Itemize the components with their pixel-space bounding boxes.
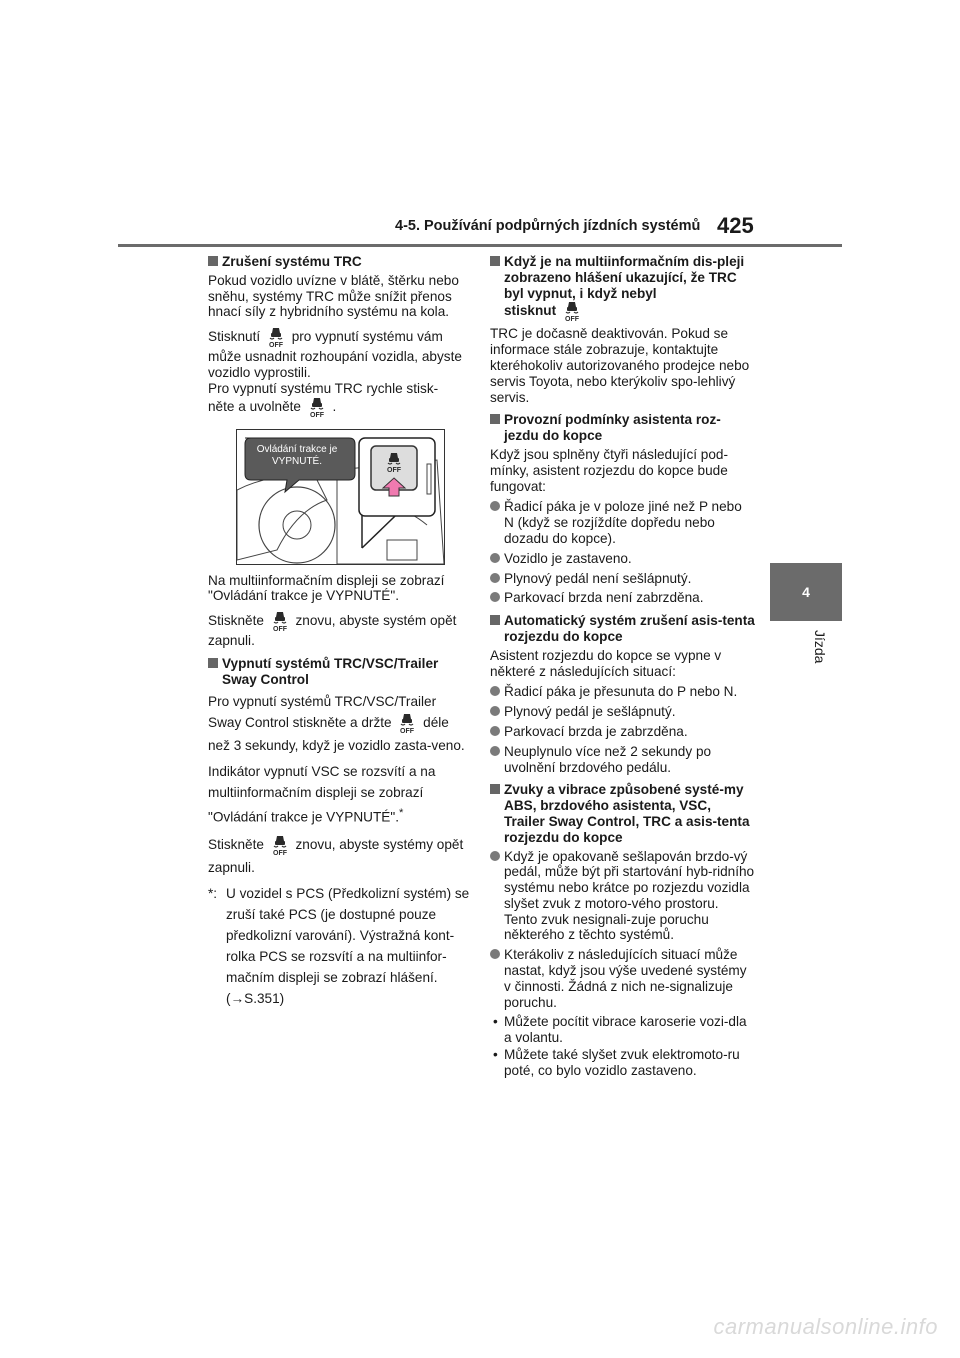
section-heading: Když je na multiinformačním dis-pleji zobrazeno hlášení ukazující, že TRC byl vypnut, i když nebyl stisknut bbox=[490, 254, 755, 323]
paragraph: Když jsou splněny čtyři následující pod-mínky, asistent rozjezdu do kopce bude fungovat: bbox=[490, 446, 729, 494]
list-item: Neuplynulo více než 2 sekundy po uvolnění brzdového pedálu. bbox=[490, 744, 755, 776]
watermark: carmanualsonline.info bbox=[713, 1314, 938, 1339]
round-bullet-icon bbox=[490, 949, 500, 959]
paragraph: TRC je dočasně deaktivován. Pokud se informace stále zobrazuje, kontaktujte kteréhokoliv autorizovaného prodejce nebo servis Toyota, nebo kterýkoliv spo-lehlivý servis. bbox=[490, 326, 750, 405]
chapter-label: Jízda bbox=[812, 630, 828, 664]
paragraph: Indikátor vypnutí VSC se rozsvítí a na multiinformačním displeji se zobrazí "Ovládání trakce je VYPNUTÉ".* bbox=[208, 763, 436, 825]
round-bullet-icon bbox=[490, 553, 500, 563]
trc-off-icon bbox=[307, 397, 327, 419]
round-bullet-icon bbox=[490, 501, 500, 511]
sub-list-item: • Můžete pocítit vibrace karoserie vozi-dla a volantu. bbox=[493, 1014, 747, 1046]
paragraph: Pro vypnutí systémů TRC/VSC/Trailer Sway Control stiskněte a držte déle než 3 sekundy, když je vozidlo zasta-veno. bbox=[208, 693, 465, 753]
round-bullet-icon bbox=[490, 851, 500, 861]
page-number: 425 bbox=[717, 213, 754, 238]
footnote: *: U vozidel s PCS (Předkolizní systém) se zruší také PCS (je dostupné pouze předkolizní varování). Výstražná kont-rolka PCS se rozsvítí a na multiinfor-mačním displeji se zobrazí hlášení. (→S.351) bbox=[208, 886, 470, 1007]
chapter-tab: 4 bbox=[770, 563, 842, 621]
round-bullet-icon bbox=[490, 746, 500, 756]
section-heading: Vypnutí systémů TRC/VSC/Trailer Sway Control bbox=[208, 656, 470, 688]
round-bullet-icon bbox=[490, 686, 500, 696]
list-item: Plynový pedál není sešlápnutý. bbox=[490, 571, 755, 587]
header-rule bbox=[118, 244, 842, 247]
round-bullet-icon bbox=[490, 592, 500, 602]
display-message: Ovládání trakce je VYPNUTÉ. bbox=[256, 443, 338, 467]
trc-off-icon bbox=[270, 835, 290, 857]
list-item: Parkovací brzda je zabrzděna. bbox=[490, 724, 755, 740]
header-title: 4-5. Používání podpůrných jízdních systémů bbox=[395, 218, 701, 234]
round-bullet-icon bbox=[490, 706, 500, 716]
square-bullet-icon bbox=[208, 658, 218, 668]
section-heading: Zrušení systému TRC bbox=[208, 254, 470, 270]
trc-off-icon bbox=[270, 611, 290, 633]
trc-off-icon bbox=[397, 713, 417, 735]
list-item: Plynový pedál je sešlápnutý. bbox=[490, 704, 755, 720]
square-bullet-icon bbox=[490, 256, 500, 266]
list-item: Vozidlo je zastaveno. bbox=[490, 551, 755, 567]
list-item: Parkovací brzda není zabrzděna. bbox=[490, 590, 755, 606]
square-bullet-icon bbox=[490, 784, 500, 794]
section-heading: Automatický systém zrušení asis-tenta rozjezdu do kopce bbox=[490, 613, 755, 645]
square-bullet-icon bbox=[490, 615, 500, 625]
left-column bbox=[208, 254, 470, 1009]
paragraph: Asistent rozjezdu do kopce se vypne v některé z následujících situací: bbox=[490, 647, 722, 679]
round-bullet-icon bbox=[490, 573, 500, 583]
paragraph: Pokud vozidlo uvízne v blátě, štěrku nebo sněhu, systémy TRC může snížit přenos hnací síly z hybridního systému na kola. bbox=[208, 272, 459, 320]
paragraph: Stiskněte znovu, abyste systémy opět zapnuli. bbox=[208, 837, 464, 876]
list-item: Když je opakovaně sešlapován brzdo-vý pedál, může být při startování hyb-ridního systému nebo krátce po rozjezdu vozidla slyšet zvuk z motoro-vého prostoru. Tento zvuk nesignali-zuje poruchu některého z těchto systémů. bbox=[490, 849, 755, 944]
square-bullet-icon bbox=[208, 256, 218, 266]
paragraph: Na multiinformačním displeji se zobrazí "Ovládání trakce je VYPNUTÉ". bbox=[208, 572, 445, 604]
trc-off-icon bbox=[266, 327, 286, 349]
page-reference: (→S.351) bbox=[226, 991, 285, 1007]
paragraph: Stiskněte znovu, abyste systém opět zapnuli. bbox=[208, 613, 457, 649]
section-heading: Zvuky a vibrace způsobené systé-my ABS, brzdového asistenta, VSC, Trailer Sway Control, TRC a asis-tenta rozjezdu do kopce bbox=[490, 782, 755, 845]
round-bullet-icon bbox=[490, 726, 500, 736]
list-item: Řadicí páka je přesunuta do P nebo N. bbox=[490, 684, 755, 700]
square-bullet-icon bbox=[490, 414, 500, 424]
paragraph: Stisknutí pro vypnutí systému vám může usnadnit rozhoupání vozidla, abyste vozidlo vyprostili. Pro vypnutí systému TRC rychle stisk- něte a uvolněte . bbox=[208, 327, 470, 418]
sub-list-item: • Můžete také slyšet zvuk elektromoto-ru poté, co bylo vozidlo zastaveno. bbox=[493, 1047, 740, 1078]
section-heading: Provozní podmínky asistenta roz-jezdu do kopce bbox=[490, 412, 755, 444]
list-item: Kterákoliv z následujících situací může nastat, když jsou výše uvedené systémy v činnosti. Žádná z nich ne-signalizuje poruchu. bbox=[490, 947, 755, 1010]
right-column bbox=[490, 254, 755, 1080]
trc-off-icon bbox=[562, 301, 582, 323]
dashboard-illustration bbox=[236, 429, 445, 565]
list-item: Řadicí páka je v poloze jiné než P nebo N (když se rozjíždíte dopředu nebo dozadu do kopce). bbox=[490, 499, 755, 546]
